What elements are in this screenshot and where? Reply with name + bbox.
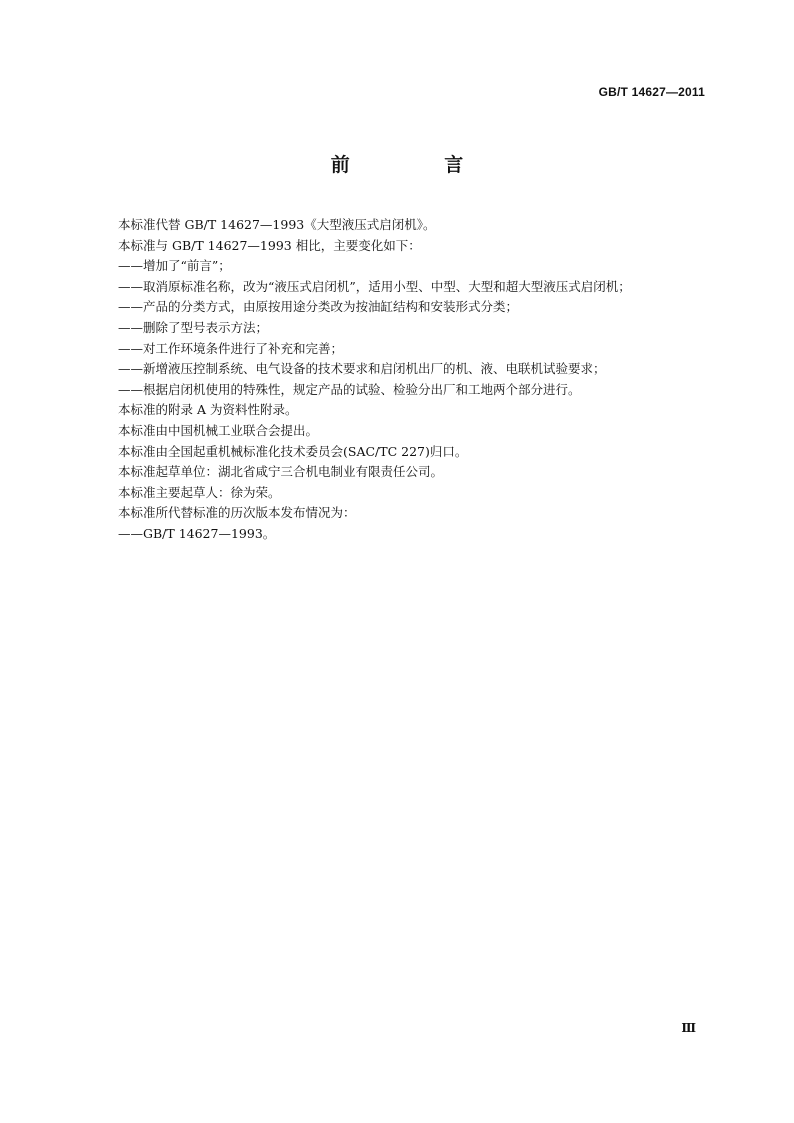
list-item-change: ——产品的分类方式，由原按用途分类改为按油缸结构和安装形式分类；: [118, 299, 519, 315]
list-item-change: ——根据启闭机使用的特殊性，规定产品的试验、检验分出厂和工地两个部分进行。: [118, 381, 581, 397]
paragraph-replaces: 本标准代替 GB/T 14627—1993《大型液压式启闭机》。: [118, 217, 436, 232]
foreword-body: [118, 215, 708, 545]
list-item-history: ——GB/T 14627—1993。: [118, 525, 276, 541]
paragraph-committee: 本标准由全国起重机械标准化技术委员会(SAC/TC 227)归口。: [118, 443, 468, 459]
standard-code: GB/T 14627—2011: [598, 85, 705, 99]
page-number: Ⅲ: [681, 1021, 696, 1035]
list-item-change: ——增加了“前言”；: [118, 258, 231, 274]
paragraph-proposer: 本标准由中国机械工业联合会提出。: [118, 422, 319, 438]
list-item-change: ——取消原标准名称，改为“液压式启闭机”，适用小型、中型、大型和超大型液压式启闭机；: [118, 278, 631, 294]
list-item-change: ——新增液压控制系统、电气设备的技术要求和启闭机出厂的机、液、电联机试验要求；: [118, 361, 606, 377]
list-item-change: ——对工作环境条件进行了补充和完善；: [118, 340, 344, 356]
list-item-change: ——删除了型号表示方法；: [118, 319, 269, 335]
paragraph-main-changes: 本标准与 GB/T 14627—1993 相比，主要变化如下：: [118, 237, 421, 253]
page-title: 前 言: [330, 154, 508, 176]
paragraph-drafting-unit: 本标准起草单位：湖北省咸宁三合机电制业有限责任公司。: [118, 464, 444, 480]
paragraph-appendix: 本标准的附录 A 为资料性附录。: [118, 402, 298, 418]
paragraph-history: 本标准所代替标准的历次版本发布情况为：: [118, 505, 356, 521]
paragraph-drafters: 本标准主要起草人：徐为荣。: [118, 484, 281, 500]
